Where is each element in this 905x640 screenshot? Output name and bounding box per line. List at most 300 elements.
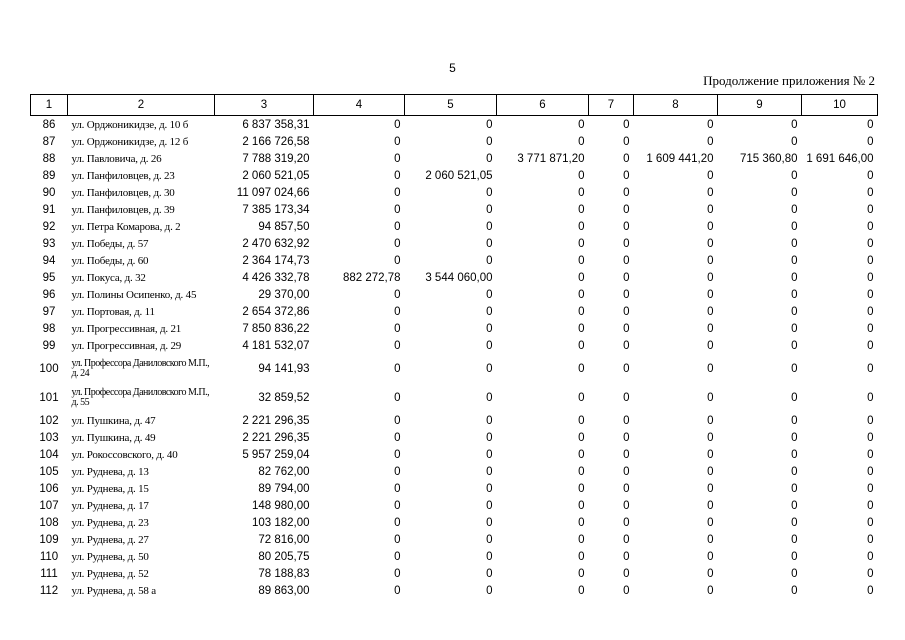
col4-value: 0 (394, 322, 401, 335)
col4-value: 0 (394, 288, 401, 301)
row-number: 104 (39, 448, 59, 461)
col4-value: 0 (394, 186, 401, 199)
col5-value: 0 (486, 305, 493, 318)
col4-value: 0 (394, 169, 401, 182)
col5-value: 0 (486, 322, 493, 335)
col9-value: 0 (791, 305, 798, 318)
col8-value: 0 (707, 135, 714, 148)
col8-value: 0 (707, 482, 714, 495)
table-row (31, 337, 878, 354)
col4-value: 0 (394, 431, 401, 444)
col10-value: 0 (867, 414, 874, 427)
address-cell: ул. Профессора Даниловского М.П., д. 24 (71, 357, 210, 379)
col3-value: 2 221 296,35 (242, 414, 310, 427)
col7-value: 0 (623, 516, 630, 529)
col5-value: 0 (486, 391, 493, 404)
col5-value: 0 (486, 448, 493, 461)
col5-value: 0 (486, 516, 493, 529)
col6-value: 0 (578, 339, 585, 352)
table-row (31, 446, 878, 463)
col10-value: 0 (867, 322, 874, 335)
col9-value: 0 (791, 362, 798, 375)
col5-value: 0 (486, 567, 493, 580)
address-cell: ул. Петра Комарова, д. 2 (71, 220, 181, 233)
col9-value: 715 360,80 (739, 152, 798, 165)
col3-value: 2 221 296,35 (242, 431, 310, 444)
col7-value: 0 (623, 237, 630, 250)
col6-value: 0 (578, 186, 585, 199)
address-cell: ул. Руднева, д. 23 (71, 516, 149, 529)
col9-value: 0 (791, 339, 798, 352)
address-cell: ул. Руднева, д. 50 (71, 550, 149, 563)
table-row (31, 150, 878, 167)
col8-value: 0 (707, 288, 714, 301)
table-body (31, 116, 878, 600)
address-cell: ул. Панфиловцев, д. 30 (71, 186, 175, 199)
col3-value: 29 370,00 (258, 288, 310, 301)
row-number: 103 (39, 431, 59, 444)
col5-value: 0 (486, 362, 493, 375)
col4-value: 0 (394, 254, 401, 267)
col5-value: 0 (486, 339, 493, 352)
col8-value: 0 (707, 465, 714, 478)
col9-value: 0 (791, 550, 798, 563)
col8-value: 0 (707, 499, 714, 512)
col4-value: 0 (394, 482, 401, 495)
col4-value: 0 (394, 118, 401, 131)
row-number: 108 (39, 516, 59, 529)
col8-value: 0 (707, 414, 714, 427)
row-number: 90 (42, 186, 56, 199)
col4-value: 0 (394, 391, 401, 404)
col9-value: 0 (791, 567, 798, 580)
address-cell: ул. Орджоникидзе, д. 10 б (71, 118, 189, 131)
col7-value: 0 (623, 550, 630, 563)
col6-value: 0 (578, 431, 585, 444)
col8-value: 0 (707, 169, 714, 182)
col9-value: 0 (791, 391, 798, 404)
col9-value: 0 (791, 203, 798, 216)
col8-value: 0 (707, 391, 714, 404)
col3-value: 103 182,00 (251, 516, 310, 529)
col6-value: 0 (578, 322, 585, 335)
col3-value: 7 788 319,20 (242, 152, 310, 165)
col5-value: 0 (486, 220, 493, 233)
col8-value: 0 (707, 271, 714, 284)
col9-value: 0 (791, 533, 798, 546)
col10-value: 0 (867, 135, 874, 148)
col5-value: 0 (486, 203, 493, 216)
col3-value: 148 980,00 (251, 499, 310, 512)
col5-value: 0 (486, 186, 493, 199)
col8-value: 1 609 441,20 (646, 152, 714, 165)
table-row (31, 514, 878, 531)
col9-value: 0 (791, 584, 798, 597)
col5-value: 0 (486, 118, 493, 131)
header-cell: 7 (589, 95, 634, 116)
col8-value: 0 (707, 254, 714, 267)
col4-value: 0 (394, 516, 401, 529)
address-cell: ул. Победы, д. 60 (71, 254, 149, 267)
col5-value: 0 (486, 533, 493, 546)
col10-value: 0 (867, 533, 874, 546)
col6-value: 0 (578, 237, 585, 250)
col4-value: 0 (394, 203, 401, 216)
address-cell: ул. Руднева, д. 52 (71, 567, 149, 580)
table-row (31, 235, 878, 252)
address-cell: ул. Павловича, д. 26 (71, 152, 162, 165)
col10-value: 0 (867, 584, 874, 597)
col8-value: 0 (707, 362, 714, 375)
col8-value: 0 (707, 220, 714, 233)
col9-value: 0 (791, 237, 798, 250)
col6-value: 0 (578, 516, 585, 529)
table-header (31, 95, 878, 116)
col10-value: 0 (867, 448, 874, 461)
table-row (31, 497, 878, 514)
col9-value: 0 (791, 118, 798, 131)
col7-value: 0 (623, 322, 630, 335)
col7-value: 0 (623, 533, 630, 546)
col3-value: 82 762,00 (258, 465, 310, 478)
row-number: 111 (40, 567, 58, 580)
table-row (31, 582, 878, 599)
col10-value: 0 (867, 254, 874, 267)
col5-value: 0 (486, 584, 493, 597)
col9-value: 0 (791, 169, 798, 182)
col7-value: 0 (623, 431, 630, 444)
col7-value: 0 (623, 135, 630, 148)
col10-value: 0 (867, 482, 874, 495)
row-number: 110 (39, 550, 59, 563)
col3-value: 94 141,93 (258, 362, 310, 375)
col3-value: 78 188,83 (258, 567, 310, 580)
col8-value: 0 (707, 322, 714, 335)
col4-value: 0 (394, 465, 401, 478)
col7-value: 0 (623, 220, 630, 233)
row-number: 92 (42, 220, 56, 233)
address-cell: ул. Руднева, д. 17 (71, 499, 149, 512)
col6-value: 0 (578, 584, 585, 597)
col4-value: 0 (394, 152, 401, 165)
col7-value: 0 (623, 271, 630, 284)
col4-value: 0 (394, 533, 401, 546)
col7-value: 0 (623, 584, 630, 597)
col9-value: 0 (791, 186, 798, 199)
col5-value: 0 (486, 431, 493, 444)
table-row (31, 201, 878, 218)
col5-value: 0 (486, 465, 493, 478)
col10-value: 0 (867, 118, 874, 131)
row-number: 107 (39, 499, 59, 512)
row-number: 95 (42, 271, 56, 284)
header-cell: 4 (314, 95, 405, 116)
header-cell: 10 (802, 95, 878, 116)
col6-value: 0 (578, 271, 585, 284)
col10-value: 0 (867, 431, 874, 444)
col10-value: 0 (867, 516, 874, 529)
col9-value: 0 (791, 322, 798, 335)
col6-value: 0 (578, 169, 585, 182)
col7-value: 0 (623, 118, 630, 131)
col6-value: 0 (578, 533, 585, 546)
col8-value: 0 (707, 237, 714, 250)
col4-value: 0 (394, 339, 401, 352)
col6-value: 0 (578, 391, 585, 404)
table-row (31, 480, 878, 497)
col7-value: 0 (623, 465, 630, 478)
col5-value: 3 544 060,00 (425, 271, 493, 284)
row-number: 112 (39, 584, 59, 597)
header-cell: 8 (634, 95, 718, 116)
col8-value: 0 (707, 203, 714, 216)
col10-value: 0 (867, 169, 874, 182)
col9-value: 0 (791, 465, 798, 478)
col7-value: 0 (623, 448, 630, 461)
table-row (31, 531, 878, 548)
col9-value: 0 (791, 271, 798, 284)
col4-value: 0 (394, 584, 401, 597)
col8-value: 0 (707, 448, 714, 461)
address-cell: ул. Портовая, д. 11 (71, 305, 155, 318)
col3-value: 7 850 836,22 (242, 322, 310, 335)
col3-value: 2 060 521,05 (242, 169, 310, 182)
col10-value: 0 (867, 305, 874, 318)
col9-value: 0 (791, 499, 798, 512)
col8-value: 0 (707, 584, 714, 597)
address-cell: ул. Руднева, д. 15 (71, 482, 149, 495)
address-cell: ул. Прогрессивная, д. 21 (71, 322, 182, 335)
table-row (31, 133, 878, 150)
col8-value: 0 (707, 186, 714, 199)
col10-value: 0 (867, 237, 874, 250)
col9-value: 0 (791, 288, 798, 301)
table-row (31, 463, 878, 480)
table-row (31, 548, 878, 565)
col3-value: 89 794,00 (258, 482, 310, 495)
col5-value: 0 (486, 254, 493, 267)
col6-value: 0 (578, 305, 585, 318)
col3-value: 4 181 532,07 (242, 339, 310, 352)
col10-value: 0 (867, 550, 874, 563)
address-cell: ул. Победы, д. 57 (71, 237, 149, 250)
col10-value: 0 (867, 339, 874, 352)
col4-value: 0 (394, 499, 401, 512)
col10-value: 0 (867, 186, 874, 199)
col4-value: 0 (394, 550, 401, 563)
col5-value: 0 (486, 237, 493, 250)
col3-value: 94 857,50 (258, 220, 310, 233)
address-cell: ул. Прогрессивная, д. 29 (71, 339, 182, 352)
col7-value: 0 (623, 152, 630, 165)
row-number: 109 (39, 533, 59, 546)
row-number: 94 (42, 254, 56, 267)
col7-value: 0 (623, 305, 630, 318)
col7-value: 0 (623, 254, 630, 267)
row-number: 88 (42, 152, 56, 165)
col6-value: 3 771 871,20 (517, 152, 585, 165)
col3-value: 2 654 372,86 (242, 305, 310, 318)
col8-value: 0 (707, 305, 714, 318)
header-cell: 2 (68, 95, 215, 116)
col4-value: 882 272,78 (342, 271, 401, 284)
table-row (31, 320, 878, 337)
col5-value: 0 (486, 482, 493, 495)
col5-value: 0 (486, 288, 493, 301)
col10-value: 0 (867, 288, 874, 301)
col5-value: 0 (486, 550, 493, 563)
row-number: 101 (39, 391, 59, 404)
table-row (31, 286, 878, 303)
row-number: 86 (42, 118, 56, 131)
address-cell: ул. Руднева, д. 13 (71, 465, 149, 478)
table-row (31, 184, 878, 201)
header-row (31, 95, 878, 116)
table-row (31, 252, 878, 269)
col6-value: 0 (578, 567, 585, 580)
col9-value: 0 (791, 516, 798, 529)
col3-value: 4 426 332,78 (242, 271, 310, 284)
col10-value: 0 (867, 567, 874, 580)
col6-value: 0 (578, 203, 585, 216)
col8-value: 0 (707, 550, 714, 563)
col5-value: 0 (486, 152, 493, 165)
table-row (31, 303, 878, 320)
table-row (31, 116, 878, 134)
col6-value: 0 (578, 362, 585, 375)
col9-value: 0 (791, 414, 798, 427)
col10-value: 0 (867, 271, 874, 284)
col7-value: 0 (623, 414, 630, 427)
row-number: 96 (42, 288, 56, 301)
row-number: 93 (42, 237, 56, 250)
address-cell: ул. Панфиловцев, д. 23 (71, 169, 175, 182)
header-cell: 9 (718, 95, 802, 116)
col6-value: 0 (578, 465, 585, 478)
row-number: 99 (42, 339, 56, 352)
data-table (30, 94, 878, 599)
row-number: 100 (39, 362, 59, 375)
col4-value: 0 (394, 135, 401, 148)
col4-value: 0 (394, 220, 401, 233)
row-number: 97 (42, 305, 56, 318)
address-cell: ул. Рокоссовского, д. 40 (71, 448, 178, 461)
col10-value: 0 (867, 499, 874, 512)
col9-value: 0 (791, 431, 798, 444)
col5-value: 0 (486, 414, 493, 427)
col7-value: 0 (623, 186, 630, 199)
col3-value: 32 859,52 (258, 391, 310, 404)
col4-value: 0 (394, 237, 401, 250)
address-cell: ул. Профессора Даниловского М.П., д. 55 (71, 386, 210, 408)
col4-value: 0 (394, 448, 401, 461)
col9-value: 0 (791, 254, 798, 267)
col6-value: 0 (578, 220, 585, 233)
col6-value: 0 (578, 414, 585, 427)
header-cell: 6 (497, 95, 589, 116)
col10-value: 0 (867, 465, 874, 478)
col6-value: 0 (578, 254, 585, 267)
col10-value: 0 (867, 391, 874, 404)
col5-value: 2 060 521,05 (425, 169, 493, 182)
page-number: 5 (449, 61, 456, 75)
col3-value: 5 957 259,04 (242, 448, 310, 461)
col3-value: 80 205,75 (258, 550, 310, 563)
col3-value: 2 166 726,58 (242, 135, 310, 148)
row-number: 89 (42, 169, 56, 182)
col4-value: 0 (394, 414, 401, 427)
row-number: 91 (42, 203, 56, 216)
col6-value: 0 (578, 118, 585, 131)
col3-value: 7 385 173,34 (242, 203, 310, 216)
col9-value: 0 (791, 448, 798, 461)
col7-value: 0 (623, 203, 630, 216)
col4-value: 0 (394, 567, 401, 580)
row-number: 98 (42, 322, 56, 335)
row-number: 87 (42, 135, 56, 148)
col7-value: 0 (623, 288, 630, 301)
col8-value: 0 (707, 431, 714, 444)
col7-value: 0 (623, 169, 630, 182)
table-row (31, 218, 878, 235)
col8-value: 0 (707, 118, 714, 131)
col6-value: 0 (578, 448, 585, 461)
table-row (31, 412, 878, 429)
col3-value: 72 816,00 (258, 533, 310, 546)
col8-value: 0 (707, 516, 714, 529)
row-number: 106 (39, 482, 59, 495)
address-cell: ул. Панфиловцев, д. 39 (71, 203, 175, 216)
address-cell: ул. Пушкина, д. 47 (71, 414, 156, 427)
col8-value: 0 (707, 567, 714, 580)
table-row (31, 354, 878, 383)
header-cell: 3 (215, 95, 314, 116)
table-row (31, 429, 878, 446)
row-number: 102 (39, 414, 59, 427)
col6-value: 0 (578, 499, 585, 512)
col10-value: 1 691 646,00 (806, 152, 874, 165)
col10-value: 0 (867, 362, 874, 375)
col7-value: 0 (623, 391, 630, 404)
col7-value: 0 (623, 499, 630, 512)
header-cell: 5 (405, 95, 497, 116)
col10-value: 0 (867, 220, 874, 233)
col5-value: 0 (486, 499, 493, 512)
address-cell: ул. Орджоникидзе, д. 12 б (71, 135, 189, 148)
col3-value: 2 470 632,92 (242, 237, 310, 250)
col4-value: 0 (394, 362, 401, 375)
col7-value: 0 (623, 339, 630, 352)
address-cell: ул. Покуса, д. 32 (71, 271, 146, 284)
col8-value: 0 (707, 339, 714, 352)
col6-value: 0 (578, 135, 585, 148)
address-cell: ул. Руднева, д. 58 а (71, 584, 156, 597)
col7-value: 0 (623, 362, 630, 375)
appendix-caption: Продолжение приложения № 2 (703, 73, 875, 88)
col9-value: 0 (791, 220, 798, 233)
col6-value: 0 (578, 550, 585, 563)
col6-value: 0 (578, 288, 585, 301)
col8-value: 0 (707, 533, 714, 546)
col6-value: 0 (578, 482, 585, 495)
table-row (31, 269, 878, 286)
col7-value: 0 (623, 567, 630, 580)
col9-value: 0 (791, 135, 798, 148)
col3-value: 2 364 174,73 (242, 254, 310, 267)
header-cell: 1 (31, 95, 68, 116)
table-row (31, 565, 878, 582)
col3-value: 89 863,00 (258, 584, 310, 597)
